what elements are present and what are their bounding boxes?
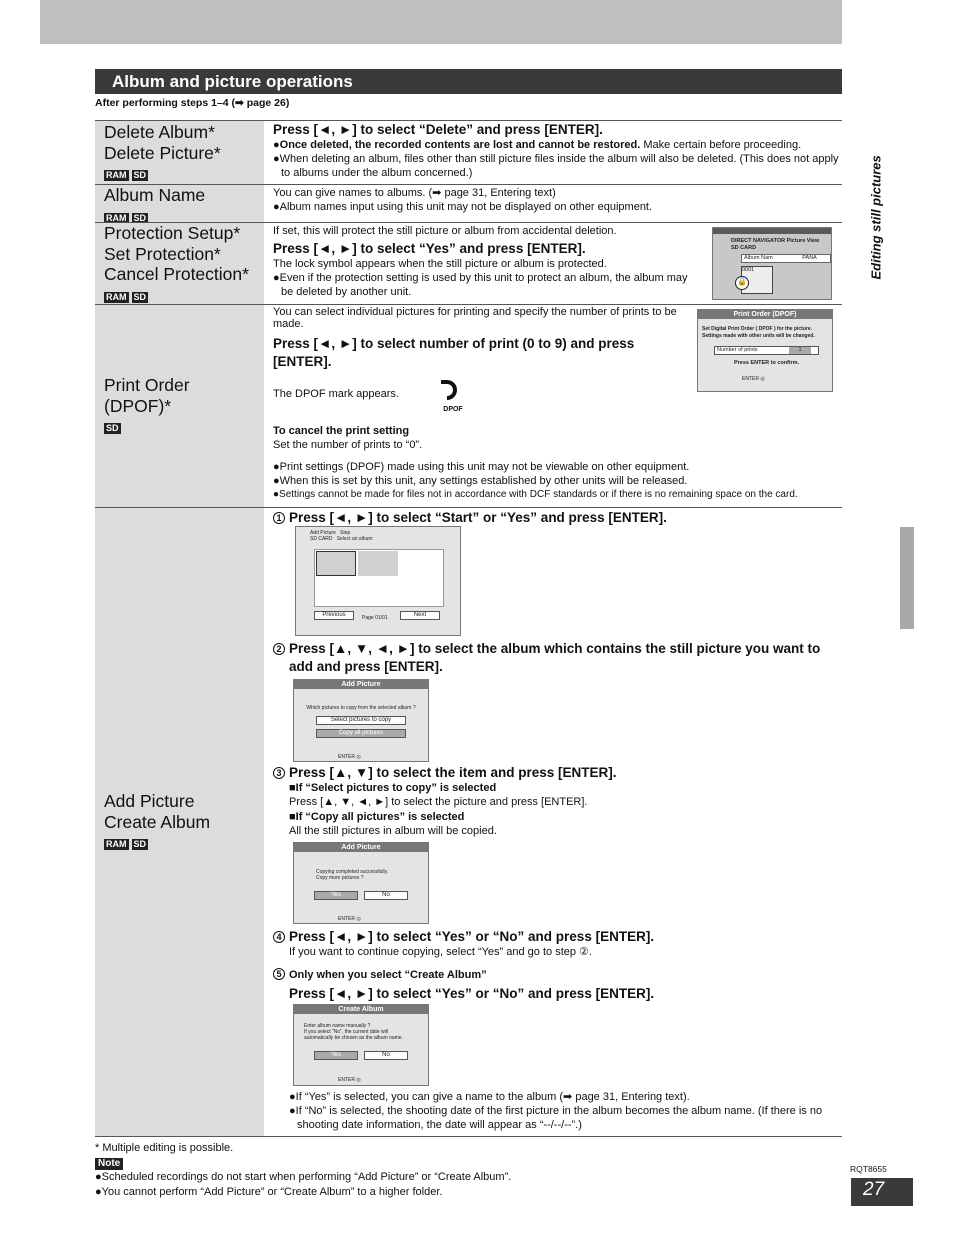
doc-code: RQT8655: [850, 1164, 887, 1174]
delete-album-title: Delete Album*: [104, 122, 215, 142]
delete-note: ●When deleting an album, files other than still picture files inside the album will also be deleted. (This does not apply to albums under the album concerned.): [273, 153, 839, 179]
delete-press: Press [◄, ►] to select “Delete” and press [ENTER].: [273, 122, 603, 137]
create-album-screen: Create Album Enter album name manually ? If you select “No”, the current date will automatically be chosen as the album name. Yes No ENTER ◎: [293, 1004, 429, 1086]
row-protection: Protection Setup* Set Protection* Cancel Protection* RAM SD If set, this will protect the still picture or album from accidental deletion. Press [◄, ►] to select “Yes” and press [ENTER]. The lock symbol appears when the still picture or album is protected. ●Even if the protection setting is used by this unit to protect an album, the album may be deleted by another unit. DIRECT NAVIGATOR Picture View SD CARD Album Nam PANA 0001 🔒: [95, 222, 842, 304]
add-picture-screen-3: Add Picture Copying completed successfully. Copy more pictures ? Yes No ENTER ◎: [293, 842, 429, 924]
delete-picture-title: Delete Picture*: [104, 142, 221, 163]
side-tab: [900, 527, 914, 629]
protection-screen: DIRECT NAVIGATOR Picture View SD CARD Album Nam PANA 0001 🔒: [712, 227, 832, 300]
side-label: Editing still pictures: [868, 155, 884, 280]
sd-badge: SD: [133, 170, 147, 180]
add-picture-screen-1: Add Picture Step SD CARD Select an album Previous Page 01/01 Next: [295, 526, 461, 636]
row-album-name: Album Name RAM SD You can give names to albums. (➡ page 31, Entering text) ●Album names input using this unit may not be displayed on other equipment.: [95, 184, 842, 222]
row-delete: Delete Album* Delete Picture* RAM SD Press [◄, ►] to select “Delete” and press [ENTER]. ●Once deleted, the recorded contents are lost and cannot be restored. Make certain before proceeding. ●When deleting an album, files other than still picture files inside the album will also be deleted. (This does not apply to albums under the album concerned.): [95, 120, 842, 184]
ram-badge: RAM: [106, 170, 127, 180]
lock-icon: 🔒: [735, 276, 749, 290]
album-name-title: Album Name: [104, 185, 206, 205]
page-number: 27: [851, 1178, 913, 1206]
top-bar: [40, 0, 842, 44]
protected-thumbnail: 0001: [741, 266, 773, 294]
after-steps: After performing steps 1–4 (➡ page 26): [95, 97, 290, 109]
dpof-logo-icon: DPOF: [437, 378, 469, 412]
row-add-picture: Add Picture Create Album RAM SD 1 Press [◄, ►] to select “Start” or “Yes” and press [ENTER]. Add Picture Step SD CARD Select an album Previous Page 01/01 Next 2 Press [▲, ▼, ◄, ►] to select the album which contains the still picture you want to add and press [ENTER]. Add Picture Which pictures to copy from the selected album ? Select pictures to copy Copy all pictures ENTER ◎ 3 Press [▲, ▼] to select the item and press [ENTER]. ■If “Select pictures to copy” is selected Press [▲, ▼, ◄, ►] to select the picture and press [ENTER]. ■If “Copy all pictures” is selected All the still pictures in album will be copied. Add Picture Copying completed successfully. Copy more pictures ? Yes No ENTER ◎ 4 Press [◄, ►] to select “Yes” or “No” and press [ENTER]. If you want to continue copying, select “Yes” and go to step ②. 5 Only when you select “Create Album” Press [◄, ►] to select “Yes” or “No” and press [ENTER]. Create Album Enter album name manually ? If you select “No”, the current date will automatically be chosen as the album name. Yes No ENTER ◎ ●If “Yes” is selected, you can give a name to the album (➡ page 31, Entering text). ●If “No” is selected, the shooting date of the first picture in the album becomes the album name. (If there is no shooting date information, the date will appear as “--/--/--”.): [95, 507, 842, 1137]
dpof-screen: Print Order (DPOF) Set Digital Print Order ( DPOF ) for the picture. Settings made with other units will be changed. Number of prints 1 Press ENTER to confirm. ENTER ◎: [697, 309, 833, 392]
add-picture-screen-2: Add Picture Which pictures to copy from the selected album ? Select pictures to copy Copy all pictures ENTER ◎: [293, 679, 429, 762]
section-header: Album and picture operations: [95, 69, 842, 94]
row-dpof: Print Order (DPOF)* SD You can select individual pictures for printing and specify the number of prints to be made. Press [◄, ►] to select number of print (0 to 9) and press [ENTER]. The DPOF mark appears. DPOF To cancel the print setting Set the number of prints to “0”. ●Print settings (DPOF) made using this unit may not be viewable on other equipment. ●When this is set by this unit, any settings established by other units will be released. ●Settings cannot be made for files not in accordance with DCF standards or if there is no remaining space on the card. Print Order (DPOF) Set Digital Print Order ( DPOF ) for the picture. Settings made with other units will be changed. Number of prints 1 Press ENTER to confirm. ENTER ◎: [95, 304, 842, 507]
